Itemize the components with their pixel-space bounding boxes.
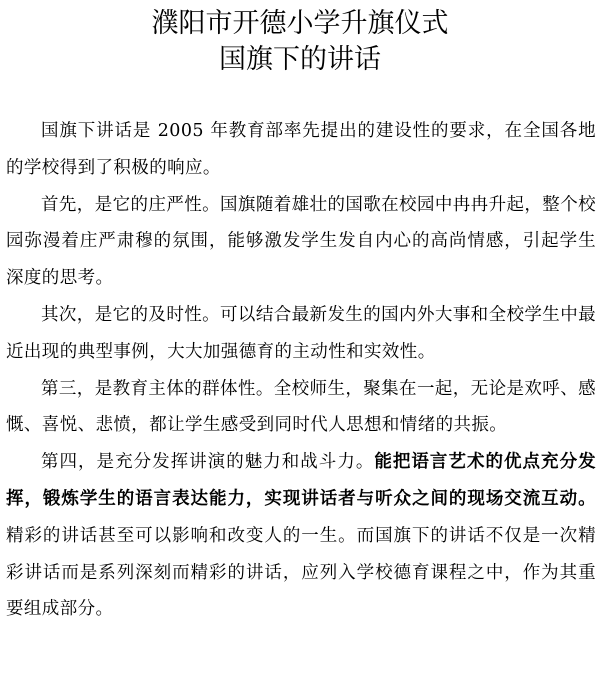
document-body — [6, 113, 596, 628]
paragraph-timeliness: 其次，是它的及时性。可以结合最新发生的国内外大事和全校学生中最近出现的典型事例，大大加强德育的主动性和实效性。 — [6, 304, 596, 362]
paragraph-speech-power-emphasis: 能把语言艺术的优点充分发挥，锻炼学生的语言表达能力，实现讲话者与听众之间的现场交流互动。 — [6, 452, 596, 509]
document-title-line1: 濮阳市开德小学升旗仪式 — [151, 8, 449, 39]
document-title-line2: 国旗下的讲话 — [219, 44, 381, 75]
paragraph-collectivity: 第三，是教育主体的群体性。全校师生，聚集在一起，无论是欢呼、感慨、喜悦、悲愤，都让学生感受到同时代人思想和情绪的共振。 — [6, 378, 596, 436]
paragraph-solemnity: 首先，是它的庄严性。国旗随着雄壮的国歌在校园中冉冉升起，整个校园弥漫着庄严肃穆的氛围，能够激发学生发自内心的高尚情感，引起学生深度的思考。 — [6, 194, 596, 289]
paragraph-intro: 国旗下讲话是 2005 年教育部率先提出的建设性的要求，在全国各地的学校得到了积极的响应。 — [6, 121, 596, 178]
paragraph-speech-power-lead: 第四，是充分发挥讲演的魅力和战斗力。 — [41, 452, 375, 473]
paragraph-speech-power — [6, 444, 596, 628]
paragraph-speech-power-tail: 精彩的讲话甚至可以影响和改变人的一生。而国旗下的讲话不仅是一次精彩讲话而是系列深刻而精彩的讲话，应列入学校德育课程之中，作为其重要组成部分。 — [6, 525, 596, 620]
